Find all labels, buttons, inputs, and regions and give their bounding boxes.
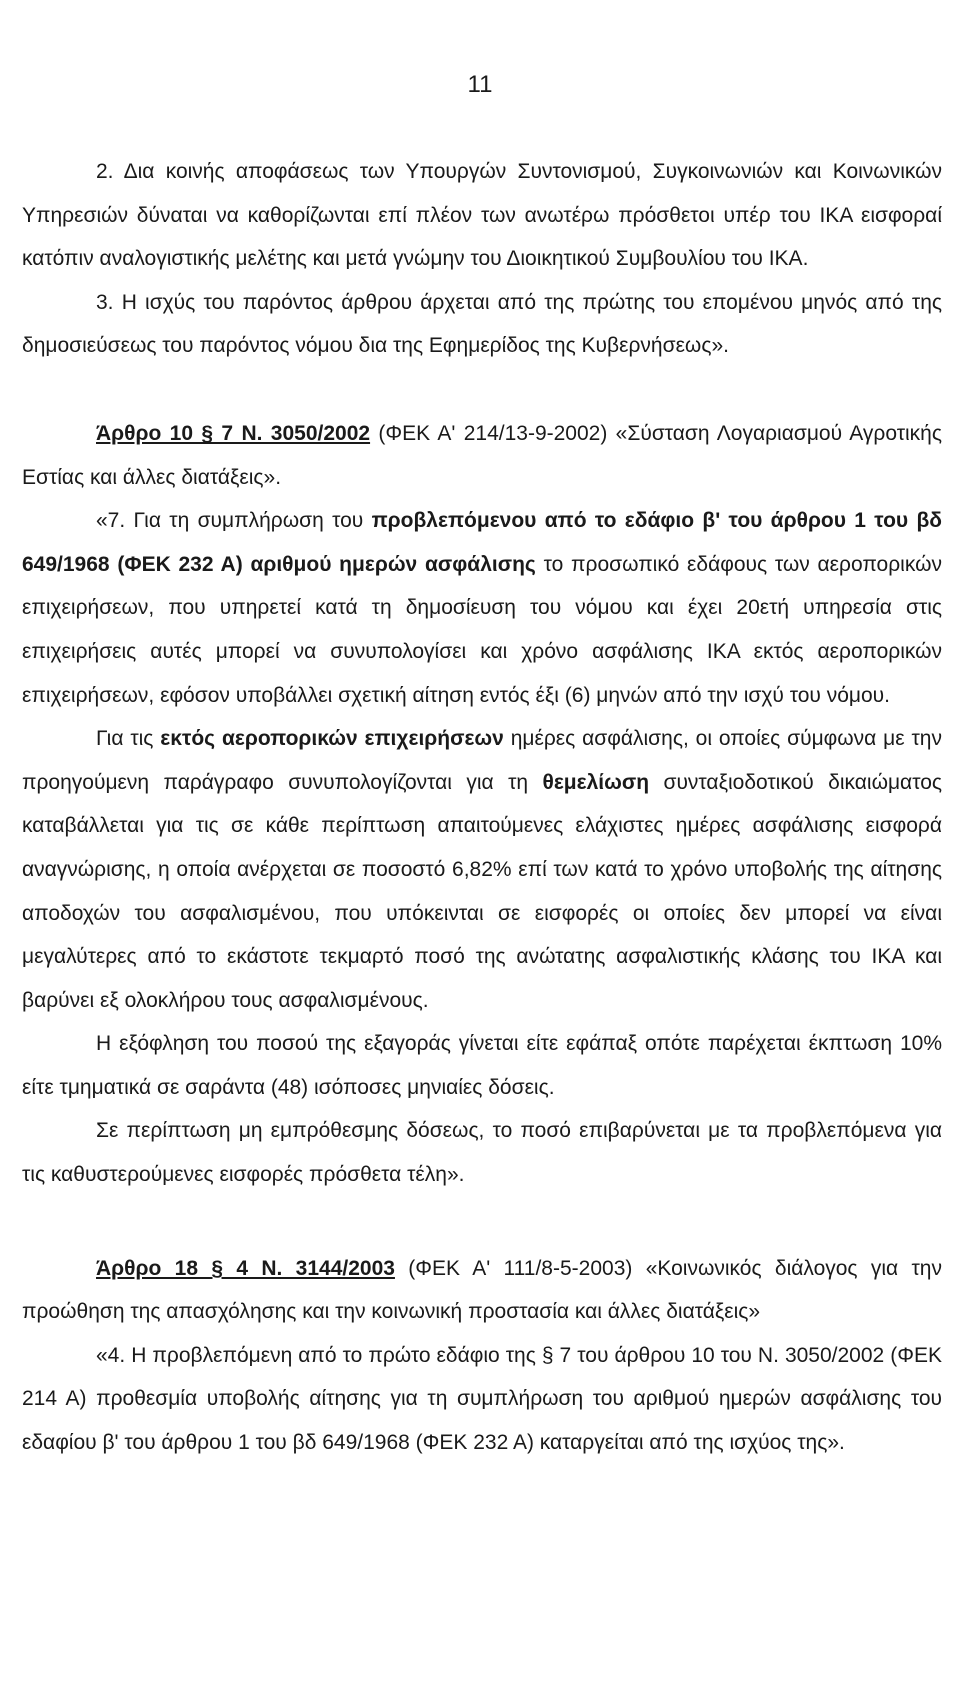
paragraph-ekt-start: Για τις bbox=[96, 727, 161, 751]
spacer bbox=[22, 1197, 942, 1247]
paragraph-7-end: το προσωπικό εδάφους των αεροπορικών επιχειρήσεων, που υπηρετεί κατά τη δημοσίευση του νόμου και έχει 20ετή υπηρεσία στις επιχειρήσεις αυτές μπορεί να συνυπολογίσει και χρόνο ασφάλισης ΙΚΑ εκτός αεροπορικών επιχειρήσεων, εφόσον υποβάλλει σχετική αίτηση εντός έξι (6) μηνών από την ισχύ του νόμου. bbox=[22, 552, 942, 707]
spacer bbox=[22, 368, 942, 412]
article-18-heading bbox=[22, 1247, 942, 1334]
paragraph-ekt-bold: εκτός αεροπορικών επιχειρήσεων bbox=[160, 727, 504, 751]
page-number: 11 bbox=[467, 71, 493, 98]
paragraph-7-bold: προβλεπόμενου από το εδάφιο β' του άρθρου 1 του βδ 649/1968 (ΦΕΚ 232 Α) αριθμού ημερών ασφάλισης bbox=[22, 509, 943, 576]
paragraph-outside-airlines bbox=[22, 717, 942, 1022]
paragraph-late-payment: Σε περίπτωση μη εμπρόθεσμης δόσεως, το ποσό επιβαρύνεται με τα προβλεπόμενα για τις καθυστερούμενες εισφορές πρόσθετα τέλη». bbox=[22, 1119, 942, 1187]
paragraph-payment: Η εξόφληση του ποσού της εξαγοράς γίνεται είτε εφάπαξ οπότε παρέχεται έκπτωση 10% είτε τμηματικά σε σαράντα (48) ισόποσες μηνιαίες δόσεις. bbox=[22, 1032, 942, 1099]
document-body bbox=[22, 150, 942, 1465]
paragraph-2: 2. Δια κοινής αποφάσεως των Υπουργών Συντονισμού, Συγκοινωνιών και Κοινωνικών Υπηρεσιών δύναται να καθορίζωνται επί πλέον των ανωτέρω πρόσθετοι υπέρ του ΙΚΑ εισφοραί κατόπιν αναλογιστικής μελέτης και μετά γνώμην του Διοικητικού Συμβουλίου του ΙΚΑ. bbox=[22, 160, 942, 271]
paragraph-3: 3. Η ισχύς του παρόντος άρθρου άρχεται από της πρώτης του επομένου μηνός από της δημοσιεύσεως του παρόντος νόμου δια της Εφημερίδος της Κυβερνήσεως». bbox=[22, 290, 942, 358]
paragraph-7 bbox=[22, 499, 942, 717]
paragraph-7-start: «7. Για τη συμπλήρωση του bbox=[96, 509, 372, 533]
article-18-title: (ΦΕΚ Α' 111/8-5-2003) «Κοινωνικός διάλογος για την προώθηση της απασχόλησης και την κοινωνική προστασία και άλλες διατάξεις» bbox=[22, 1256, 942, 1324]
article-10-reference: Άρθρο 10 § 7 Ν. 3050/2002 bbox=[96, 421, 371, 445]
paragraph-ekt-middle: ημέρες ασφάλισης, οι οποίες σύμφωνα με την προηγούμενη παράγραφο συνυπολογίζονται για τη bbox=[22, 727, 942, 794]
article-10-heading bbox=[22, 412, 942, 499]
paragraph-4: «4. Η προβλεπόμενη από το πρώτο εδάφιο της § 7 του άρθρου 10 του Ν. 3050/2002 (ΦΕΚ 214 Α) προθεσμία υποβολής αίτησης για τη συμπλήρωση του αριθμού ημερών ασφάλισης του εδαφίου β' του άρθρου 1 του βδ 649/1968 (ΦΕΚ 232 Α) καταργείται από της ισχύος της». bbox=[22, 1343, 942, 1455]
article-10-title: (ΦΕΚ Α' 214/13-9-2002) «Σύσταση Λογαριασμού Αγροτικής Εστίας και άλλες διατάξεις». bbox=[22, 421, 942, 489]
paragraph-ekt-end: συνταξιοδοτικού δικαιώματος καταβάλλεται για τις σε κάθε περίπτωση απαιτούμενες ελάχιστες ημέρες ασφάλισης εισφορά αναγνώρισης, η οποία ανέρχεται σε ποσοστό 6,82% επί των κατά το χρόνο υποβολής της αίτησης αποδοχών του ασφαλισμένου, που υπόκεινται σε εισφορές οι οποίες δεν μπορεί να είναι μεγαλύτερες από το εκάστοτε τεκμαρτό ποσό της ανώτατης ασφαλιστικής κλάσης του ΙΚΑ και βαρύνει εξ ολοκλήρου τους ασφαλισμένους. bbox=[22, 770, 942, 1012]
article-18-reference: Άρθρο 18 § 4 Ν. 3144/2003 bbox=[96, 1256, 395, 1280]
paragraph-ekt-bold2: θεμελίωση bbox=[542, 770, 650, 794]
